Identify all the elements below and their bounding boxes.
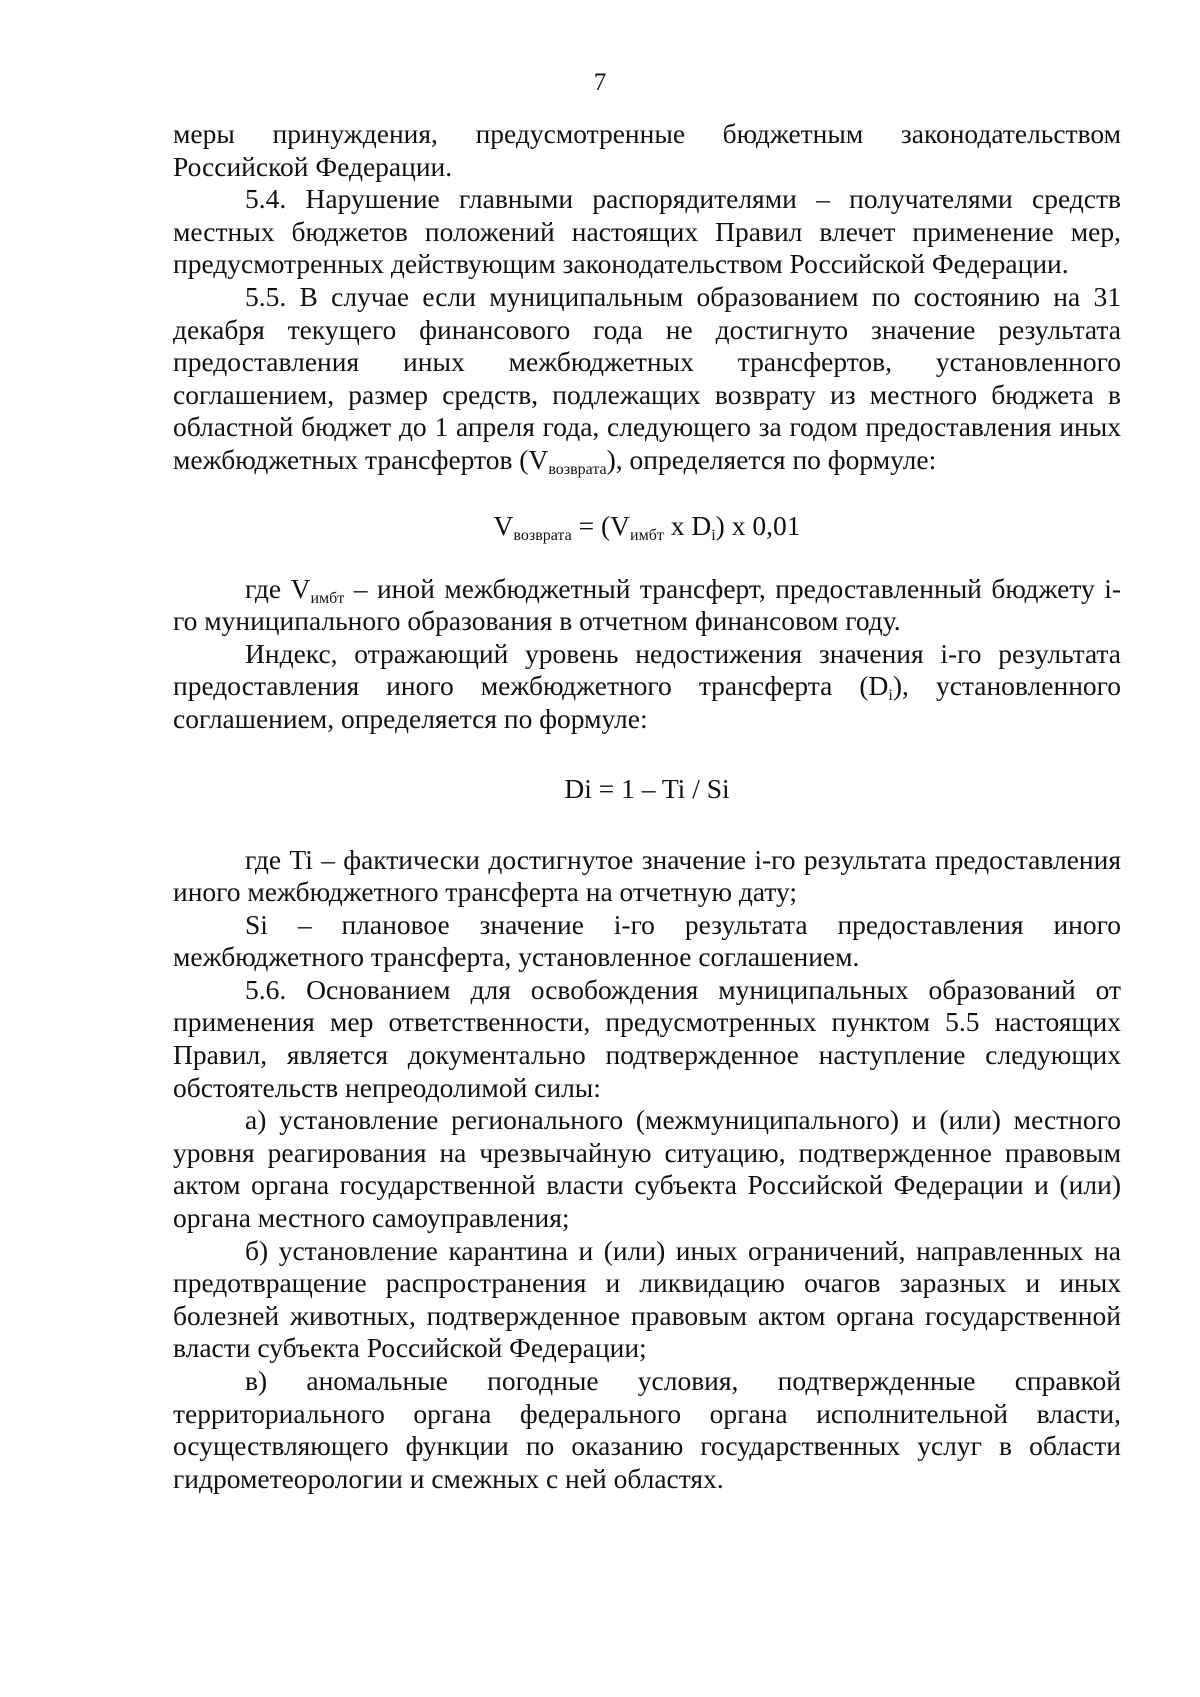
document-body (173, 118, 1121, 1495)
paragraph-5-4: 5.4. Нарушение главными распорядителями – получателями средств местных бюджетов положений настоящих Правил влечет применение мер, предусмотренных действующим законодательством Российской Федерации. (173, 183, 1121, 280)
subscript-imbt: имбт (310, 589, 345, 607)
formula-times-d: x D (663, 509, 712, 541)
paragraph-si-definition: Si – плановое значение i-го результата предоставления иного межбюджетного трансферта, установленное соглашением. (173, 908, 1121, 973)
index-text: Индекс, отражающий уровень недостижения значения i-го результата предоставления иного межбюджетного трансферта (D (173, 637, 1121, 702)
index-tail: ), установленного соглашением, определяется по формуле: (173, 670, 1122, 734)
paragraph-5-6: 5.6. Основанием для освобождения муниципальных образований от применения мер ответственности, предусмотренных пунктом 5.5 настоящих Правил, является документально подтвержденное наступление следующих обстоятельств непреодолимой силы: (173, 973, 1121, 1103)
paragraph-5-5-tail: ), определяется по формуле: (606, 443, 937, 475)
list-item-v: в) аномальные погодные условия, подтвержденные справкой территориального органа федерального органа исполнительной власти, осуществляющего функции по оказанию государственных услуг в области гидрометеорологии и смежных с ней областях. (173, 1365, 1121, 1494)
formula-di: Di = 1 – Ti / Si (564, 772, 730, 804)
paragraph-continuation: меры принуждения, предусмотренные бюджетным законодательством Российской Федерации. (173, 118, 1121, 182)
subscript-vozvrata: возврата (548, 460, 607, 478)
definition-text: – иной межбюджетный трансферт, предоставленный бюджету i-го муниципального образования в отчетном финансовом году. (173, 572, 1121, 637)
list-item-b: б) установление карантина и (или) иных ограничений, направленных на предотвращение распространения и ликвидацию очагов заразных и иных болезней животных, подтвержденное правовым актом органа государственной власти субъекта Российской Федерации; (173, 1234, 1121, 1364)
paragraph-5-5 (173, 281, 1121, 477)
list-item-a: а) установление регионального (межмуниципального) и (или) местного уровня реагирования на чрезвычайную ситуацию, подтвержденное правовым актом органа государственной власти субъекта Российской Федерации и (или) органа местного самоуправления; (173, 1104, 1121, 1234)
formula-tail: ) x 0,01 (715, 509, 801, 541)
formula-vozvrata (173, 509, 1121, 543)
paragraph-5-5-text: 5.5. В случае если муниципальным образованием по состоянию на 31 декабря текущего финансового года не достигнуто значение результата предоставления иных межбюджетных трансфертов, установленного соглашением, размер средств, подлежащих возврату из местного бюджета в областной бюджет до 1 апреля года, следующего за годом предоставления иных межбюджетных трансфертов (V (173, 280, 1121, 475)
definition-prefix: где V (245, 572, 311, 604)
paragraph-v-imbt-definition (173, 573, 1121, 638)
paragraph-index-di (173, 638, 1121, 736)
paragraph-ti-definition: где Ti – фактически достигнутое значение i-го результата предоставления иного межбюджетного трансферта на отчетную дату; (173, 843, 1121, 908)
formula-var-v: V (493, 509, 514, 541)
formula-sub-vozvrata: возврата (513, 526, 572, 544)
page-number: 7 (593, 69, 607, 96)
subscript-i: i (888, 687, 893, 705)
formula-sub-imbt: имбт (630, 526, 664, 544)
formula-sub-i: i (711, 526, 716, 544)
formula-equals: = (V (571, 509, 630, 541)
